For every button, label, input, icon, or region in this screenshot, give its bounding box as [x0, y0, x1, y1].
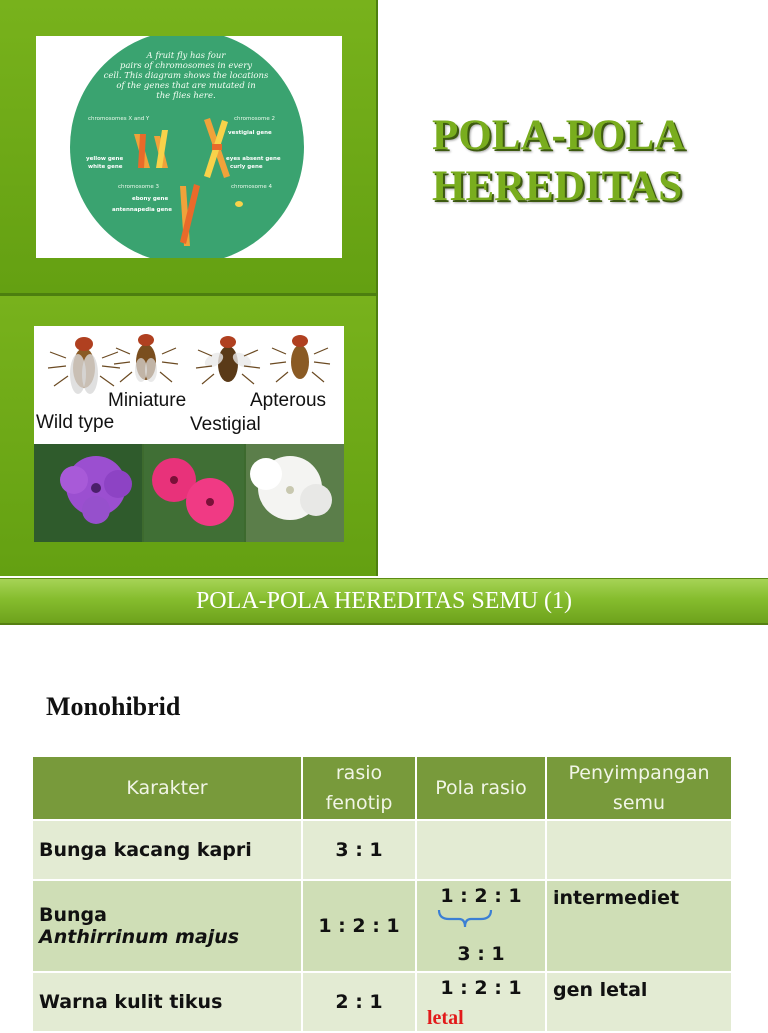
chromosome-4-shape — [235, 201, 243, 207]
cell-rasio: 2 : 1 — [302, 972, 416, 1032]
cell-rasio: 1 : 2 : 1 — [302, 880, 416, 972]
caption-line: A fruit fly has four — [146, 51, 226, 61]
fly-label-vestigial: Vestigial — [190, 414, 261, 435]
gene-curly-label: curly gene — [230, 164, 263, 170]
cell-karakter: Bunga kacang kapri — [32, 820, 302, 880]
fruit-fly-mutants-image — [34, 326, 344, 444]
heredity-table — [31, 755, 733, 1033]
cell-pola — [416, 972, 546, 1032]
fly-wild-type-icon — [48, 337, 120, 394]
header-karakter: Karakter — [32, 756, 302, 820]
mirabilis-flowers-image — [34, 444, 344, 542]
chromosome-4-label: chromosome 4 — [231, 184, 272, 190]
chromosome-image-panel — [0, 0, 378, 294]
section-subtitle: Monohibrid — [46, 692, 181, 721]
gene-white-label: white gene — [88, 164, 123, 170]
caption-line: pairs of chromosomes in every — [119, 61, 253, 71]
cell-pola — [416, 820, 546, 880]
cell-karakter — [32, 880, 302, 972]
cell-karakter-line-1: Bunga — [39, 904, 107, 926]
fly-vestigial-icon — [196, 336, 260, 384]
title-line-1: POLA-POLA — [432, 112, 686, 159]
caption-line: cell. This diagram shows the locations — [103, 71, 269, 81]
caption-line: the flies here. — [156, 91, 216, 101]
cell-penyimpangan: gen letal — [546, 972, 732, 1032]
fly-apterous-icon — [270, 335, 330, 382]
gene-ebony-label: ebony gene — [132, 196, 169, 202]
cell-karakter-line-2: Anthirrinum majus — [39, 926, 240, 948]
letal-note: letal — [427, 1007, 464, 1029]
section-banner — [0, 578, 768, 625]
gene-yellow-label: yellow gene — [86, 156, 124, 162]
brace-icon — [435, 907, 495, 929]
chromosome-2-label: chromosome 2 — [234, 116, 275, 122]
table-row — [32, 880, 732, 972]
table-row — [32, 820, 732, 880]
chromosome-diagram-card — [36, 36, 342, 258]
fly-miniature-icon — [114, 334, 178, 382]
cell-pola — [416, 880, 546, 972]
pola-ratio-top: 1 : 2 : 1 — [440, 977, 522, 999]
chromosome-3-label: chromosome 3 — [118, 184, 159, 190]
header-rasio-fenotip: rasio fenotip — [302, 756, 416, 820]
banner-text: POLA-POLA HEREDITAS SEMU (1) — [195, 587, 573, 614]
fly-label-wild-type: Wild type — [36, 412, 115, 433]
caption-line: of the genes that are mutated in — [116, 81, 256, 91]
cell-penyimpangan — [546, 820, 732, 880]
gene-antennapedia-label: antennapedia gene — [112, 207, 172, 213]
table-row — [32, 972, 732, 1032]
chromosome-xy-label: chromosomes X and Y — [88, 116, 150, 122]
pola-ratio-bottom: 3 : 1 — [457, 943, 505, 965]
cell-penyimpangan: intermediet — [546, 880, 732, 972]
header-pola-rasio: Pola rasio — [416, 756, 546, 820]
fly-label-miniature: Miniature — [108, 390, 187, 411]
gene-eyes-absent-label: eyes absent gene — [226, 156, 281, 162]
chromosome-diagram — [36, 36, 342, 258]
cell-rasio: 3 : 1 — [302, 820, 416, 880]
header-penyimpangan-semu: Penyimpangan semu — [546, 756, 732, 820]
pola-ratio-top: 1 : 2 : 1 — [440, 885, 522, 907]
table-header-row — [32, 756, 732, 820]
title-line-2: HEREDITAS — [432, 163, 683, 210]
page-title — [432, 110, 752, 212]
cell-karakter: Warna kulit tikus — [32, 972, 302, 1032]
gene-vestigial-label: vestigial gene — [228, 130, 272, 136]
fly-label-apterous: Apterous — [250, 390, 327, 411]
flowers-illustration — [34, 444, 344, 542]
